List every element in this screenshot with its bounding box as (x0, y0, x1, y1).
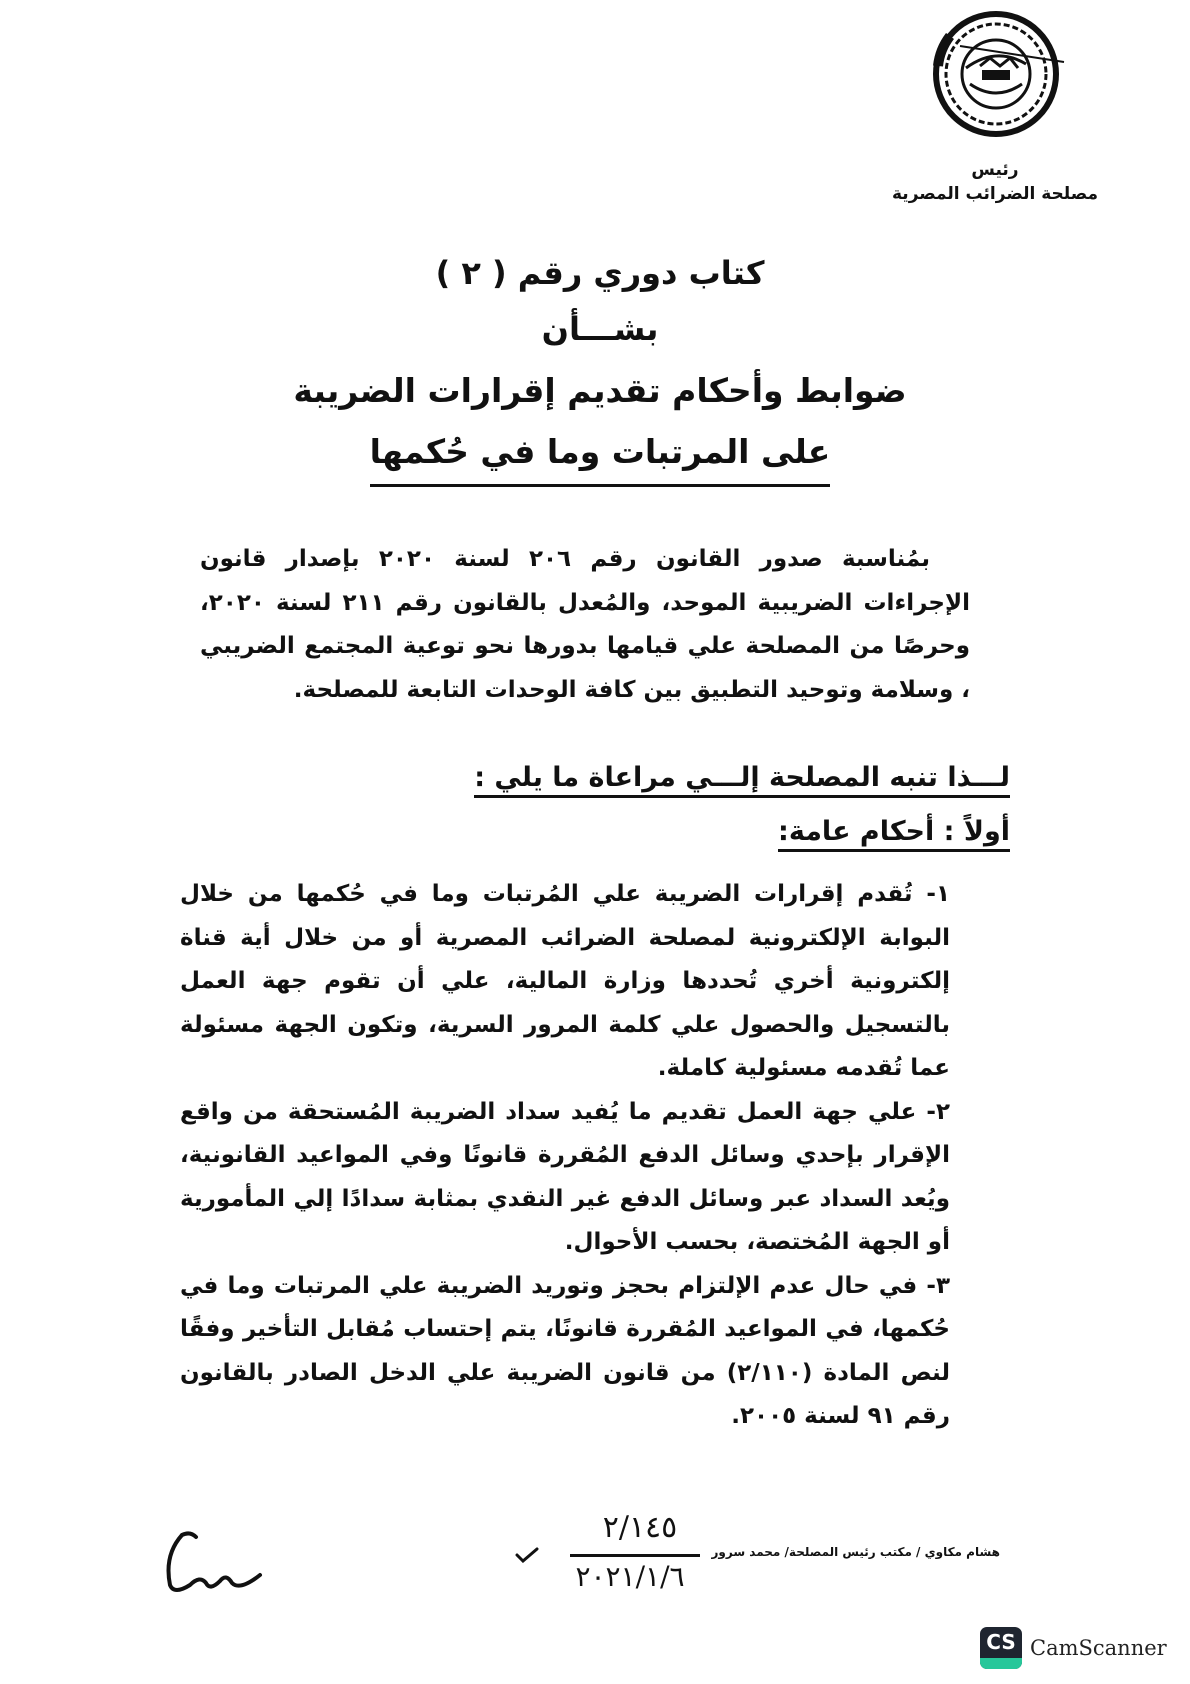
reference-stamp (560, 1510, 700, 1600)
directive-text: لـــذا تنبه المصلحة إلـــي مراعاة ما يلي : (474, 762, 1010, 798)
list-item (180, 1265, 950, 1439)
reference-date: ٢٠٢١/١/٦ (575, 1560, 685, 1593)
camscanner-label: CamScanner (1030, 1636, 1167, 1660)
authority-block (880, 158, 1110, 206)
authority-name: مصلحة الضرائب المصرية (892, 184, 1098, 204)
camscanner-watermark (980, 1626, 1167, 1670)
check-icon (515, 1545, 540, 1563)
directive-heading (440, 758, 1010, 798)
circular-number-title: كتاب دوري رقم ( ٢ ) (435, 254, 765, 292)
item-number: ٢- (926, 1098, 950, 1125)
numbered-list (180, 873, 950, 1439)
section-heading-text: أولاً : أحكام عامة: (778, 816, 1010, 852)
subject-line-2: على المرتبات وما في حُكمها (370, 422, 831, 487)
authority-title: رئيس (971, 160, 1019, 180)
item-text: تُقدم إقرارات الضريبة علي المُرتبات وما في حُكمها من خلال البوابة الإلكترونية لمصلحة الضرائب المصرية أو من خلال أية قناة إلكترونية أخري تُحددها وزارة المالية، علي أن تقوم جهة العمل بالتسجيل والحصول علي كلمة المرور السرية، وتكون الجهة مسئولة عما تُقدمه مسئولية كاملة. (180, 881, 950, 1081)
section-heading (640, 812, 1010, 852)
intro-paragraph: بمُناسبة صدور القانون رقم ٢٠٦ لسنة ٢٠٢٠ بإصدار قانون الإجراءات الضريبية الموحد، والمُعدل بالقانون رقم ٢١١ لسنة ٢٠٢٠، وحرصًا من المصلحة علي قيامها بدورها نحو توعية المجتمع الضريبي ، وسلامة وتوحيد التطبيق بين كافة الوحدات التابعة للمصلحة. (200, 546, 970, 703)
title-block (280, 248, 920, 487)
reference-number: ٢/١٤٥ (602, 1510, 678, 1545)
regarding-label: بشـــأن (541, 310, 659, 348)
item-text: علي جهة العمل تقديم ما يُفيد سداد الضريبة المُستحقة من واقع الإقرار بإحدي وسائل الدفع المُقررة قانونًا وفي المواعيد القانونية، ويُعد السداد عبر وسائل الدفع غير النقدي بمثابة سدادًا إلي المأمورية أو الجهة المُختصة، بحسب الأحوال. (180, 1098, 950, 1255)
list-item (180, 873, 950, 1091)
item-text: في حال عدم الإلتزام بحجز وتوريد الضريبة علي المرتبات وما في حُكمها، في المواعيد المُقررة قانونًا، يتم إحتساب مُقابل التأخير وفقًا لنص المادة (٢/١١٠) من قانون الضريبة علي الدخل الصادر بالقانون رقم ٩١ لسنة ٢٠٠٥. (180, 1272, 950, 1429)
typist-line: هشام مكاوي / مكتب رئيس المصلحة/ محمد سرور (711, 1545, 1000, 1559)
camscanner-logo-icon: CS (980, 1627, 1022, 1669)
subject-line-1: ضوابط وأحكام تقديم إقرارات الضريبة (293, 371, 907, 410)
reference-divider (570, 1554, 700, 1557)
seal-icon (930, 6, 1070, 146)
list-item (180, 1091, 950, 1265)
signature-icon (160, 1525, 270, 1605)
item-number: ١- (926, 881, 950, 907)
item-number: ٣- (926, 1272, 950, 1299)
